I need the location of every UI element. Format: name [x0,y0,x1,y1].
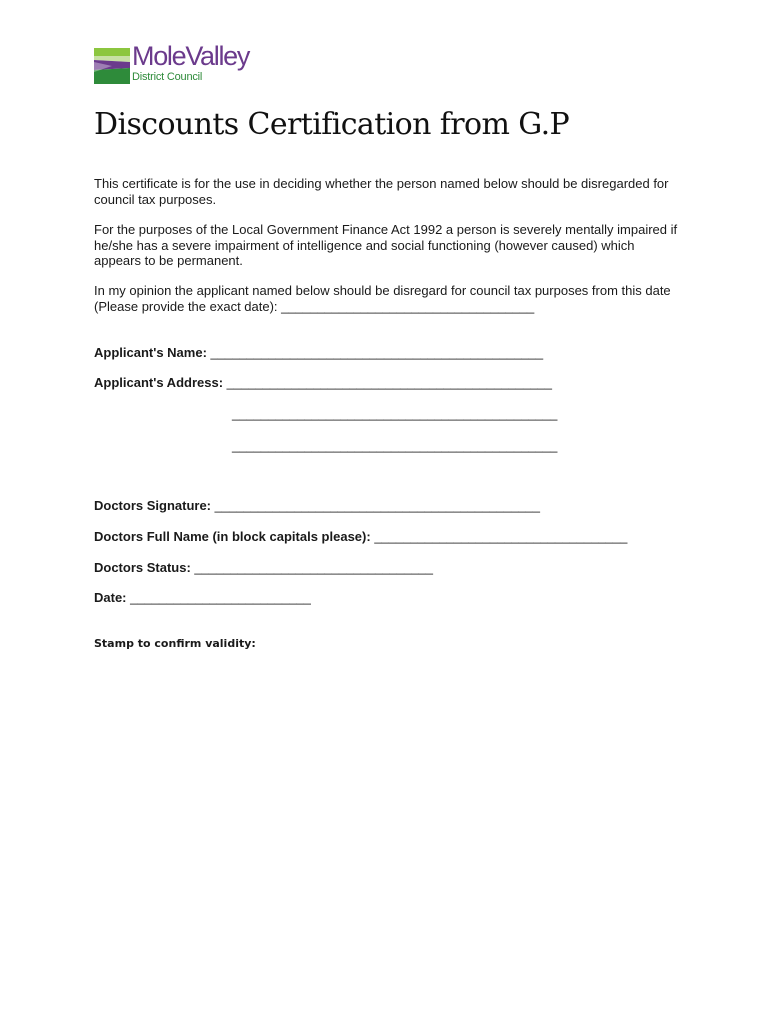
applicant-address-line-2[interactable]: _____________________________________________ [232,406,558,421]
doctors-status-line[interactable]: _________________________________ [194,560,434,575]
applicant-address-label: Applicant's Address: [94,375,224,390]
stamp-label: Stamp to confirm validity: [94,637,256,650]
doctors-status-label: Doctors Status: [94,560,191,575]
doctors-full-name-line[interactable]: ___________________________________ [374,529,628,544]
definition-paragraph: For the purposes of the Local Government Finance Act 1992 a person is severely mentally impaired if he/she has a severe impairment of intelligence and social functioning (however caused) which appears to be permanent. [94,222,678,268]
council-logo [94,41,284,86]
date-field [94,590,311,605]
logo-subtitle-text: District Council [132,71,203,83]
document-title: Discounts Certification from G.P [94,107,570,142]
doctors-signature-field [94,498,540,513]
doctors-status-field [94,560,433,575]
applicant-address-field [94,375,552,390]
applicant-name-field [94,345,543,360]
doctors-full-name-field [94,529,627,544]
applicant-name-line[interactable]: ______________________________________________ [210,345,544,360]
opinion-text: In my opinion the applicant named below should be disregard for council tax purposes from this date (Please provide the exact date): [94,283,671,314]
date-label: Date: [94,590,127,605]
doctors-signature-label: Doctors Signature: [94,498,212,513]
logo-name-text: MoleValley [132,41,250,71]
date-line[interactable]: _________________________ [130,590,311,605]
doctors-signature-line[interactable]: _____________________________________________ [214,498,540,513]
date-blank-line[interactable]: ___________________________________ [281,298,535,314]
applicant-name-label: Applicant's Name: [94,345,207,360]
applicant-address-line[interactable]: _____________________________________________ [226,375,553,390]
doctors-full-name-label: Doctors Full Name (in block capitals please): [94,529,371,544]
opinion-paragraph [94,283,684,314]
applicant-address-line-3[interactable]: _____________________________________________ [232,438,558,453]
logo-mark-icon [94,48,130,84]
intro-paragraph: This certificate is for the use in deciding whether the person named below should be disregarded for council tax purposes. [94,176,669,207]
